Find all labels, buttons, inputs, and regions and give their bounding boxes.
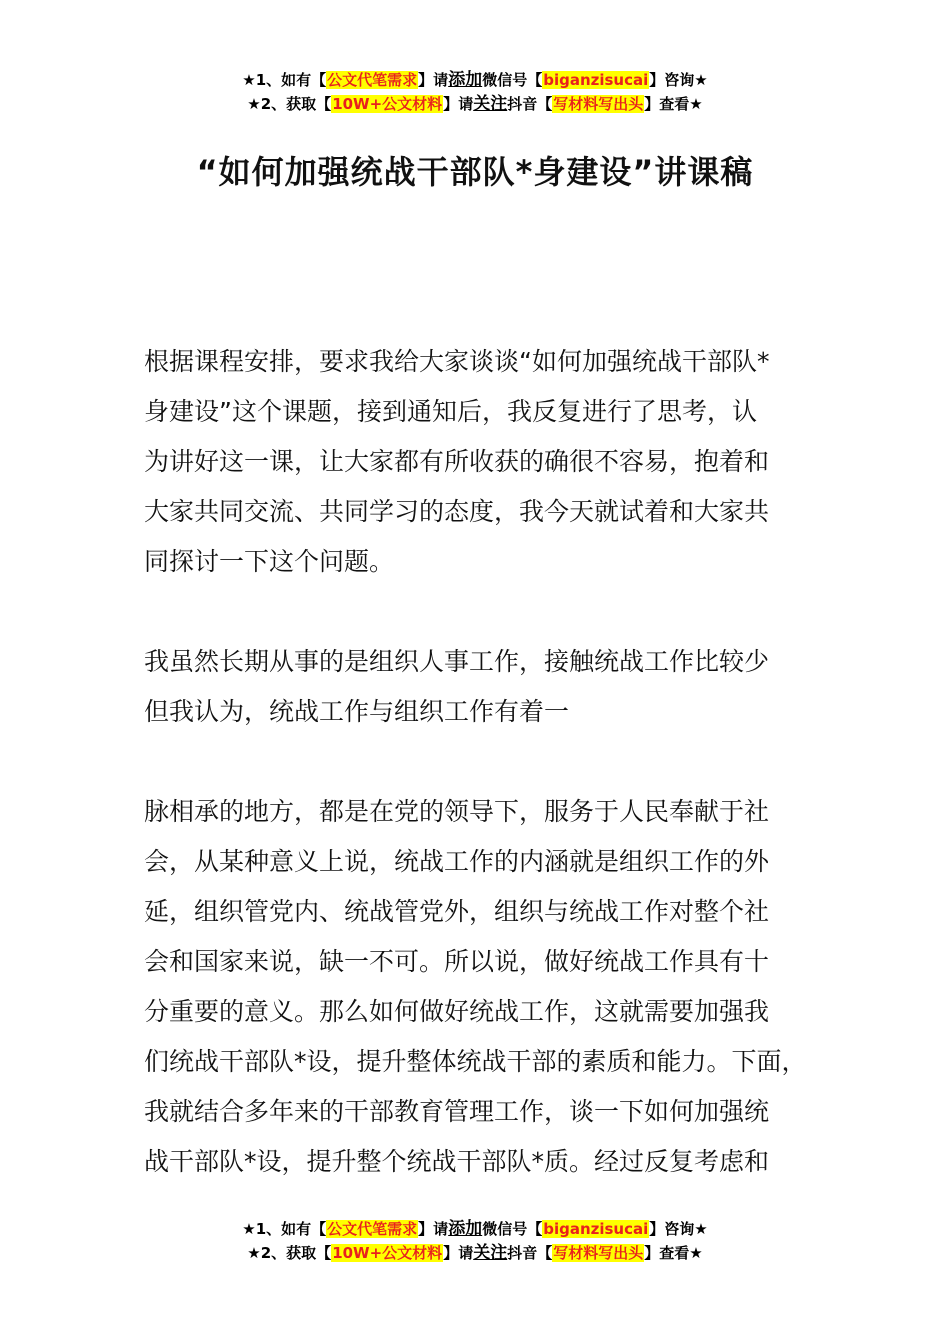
banner-emphasis: 关注 (473, 1243, 508, 1263)
text-line: 但我认为，统战工作与组织工作有着一 (144, 697, 570, 726)
paragraph-2 (144, 637, 769, 737)
banner-line-1: ★1、如有【公文代笔需求】请添加微信号【biganzisucai】咨询★ (242, 70, 708, 90)
header-banner (0, 68, 950, 116)
banner-line-1: ★1、如有【公文代笔需求】请添加微信号【biganzisucai】咨询★ (242, 1219, 708, 1239)
banner-line-2: ★2、获取【10W+公文材料】请关注抖音【写材料写出头】查看★ (247, 1243, 703, 1263)
text-line: 脉相承的地方，都是在党的领导下，服务于人民奉献于社 (144, 797, 770, 826)
text-line: 根据课程安排，要求我给大家谈谈“如何加强统战干部队* (144, 347, 770, 376)
banner-line-2: ★2、获取【10W+公文材料】请关注抖音【写材料写出头】查看★ (247, 94, 703, 114)
banner-highlight: 公文代笔需求 (327, 71, 418, 89)
text-line: 我虽然长期从事的是组织人事工作，接触统战工作比较少 (144, 647, 770, 676)
banner-douyin-id: 写材料写出头 (553, 95, 644, 113)
banner-emphasis: 添加 (448, 1219, 483, 1239)
footer-banner (0, 1217, 950, 1265)
text-line: 分重要的意义。那么如何做好统战工作，这就需要加强我 (144, 997, 770, 1026)
text-line: 大家共同交流、共同学习的态度，我今天就试着和大家共 (144, 497, 770, 526)
text-line: 同探讨一下这个问题。 (144, 547, 395, 576)
text-line: 战干部队*设，提升整个统战干部队*质。经过反复考虑和 (144, 1147, 770, 1176)
banner-highlight: 10W+公文材料 (332, 95, 443, 113)
text-line: 会，从某种意义上说，统战工作的内涵就是组织工作的外 (144, 847, 770, 876)
banner-douyin-id: 写材料写出头 (553, 1244, 644, 1262)
text-line: 为讲好这一课，让大家都有所收获的确很不容易，抱着和 (144, 447, 770, 476)
banner-emphasis: 关注 (473, 94, 508, 114)
paragraph-1 (144, 337, 769, 587)
banner-highlight: 公文代笔需求 (327, 1220, 418, 1238)
banner-emphasis: 添加 (448, 70, 483, 90)
text-line: 我就结合多年来的干部教育管理工作，谈一下如何加强统 (144, 1097, 770, 1126)
text-line: 身建设”这个课题，接到通知后，我反复进行了思考，认 (144, 397, 757, 426)
text-line: 会和国家来说，缺一不可。所以说，做好统战工作具有十 (144, 947, 770, 976)
text-line: 延，组织管党内、统战管党外，组织与统战工作对整个社 (144, 897, 770, 926)
banner-wechat-id: biganzisucai (543, 71, 649, 89)
document-title: “如何加强统战干部队*身建设”讲课稿 (196, 153, 754, 191)
banner-highlight: 10W+公文材料 (332, 1244, 443, 1262)
paragraph-3 (144, 787, 807, 1187)
banner-wechat-id: biganzisucai (543, 1220, 649, 1238)
text-line: 们统战干部队*设，提升整体统战干部的素质和能力。下面， (144, 1047, 807, 1076)
